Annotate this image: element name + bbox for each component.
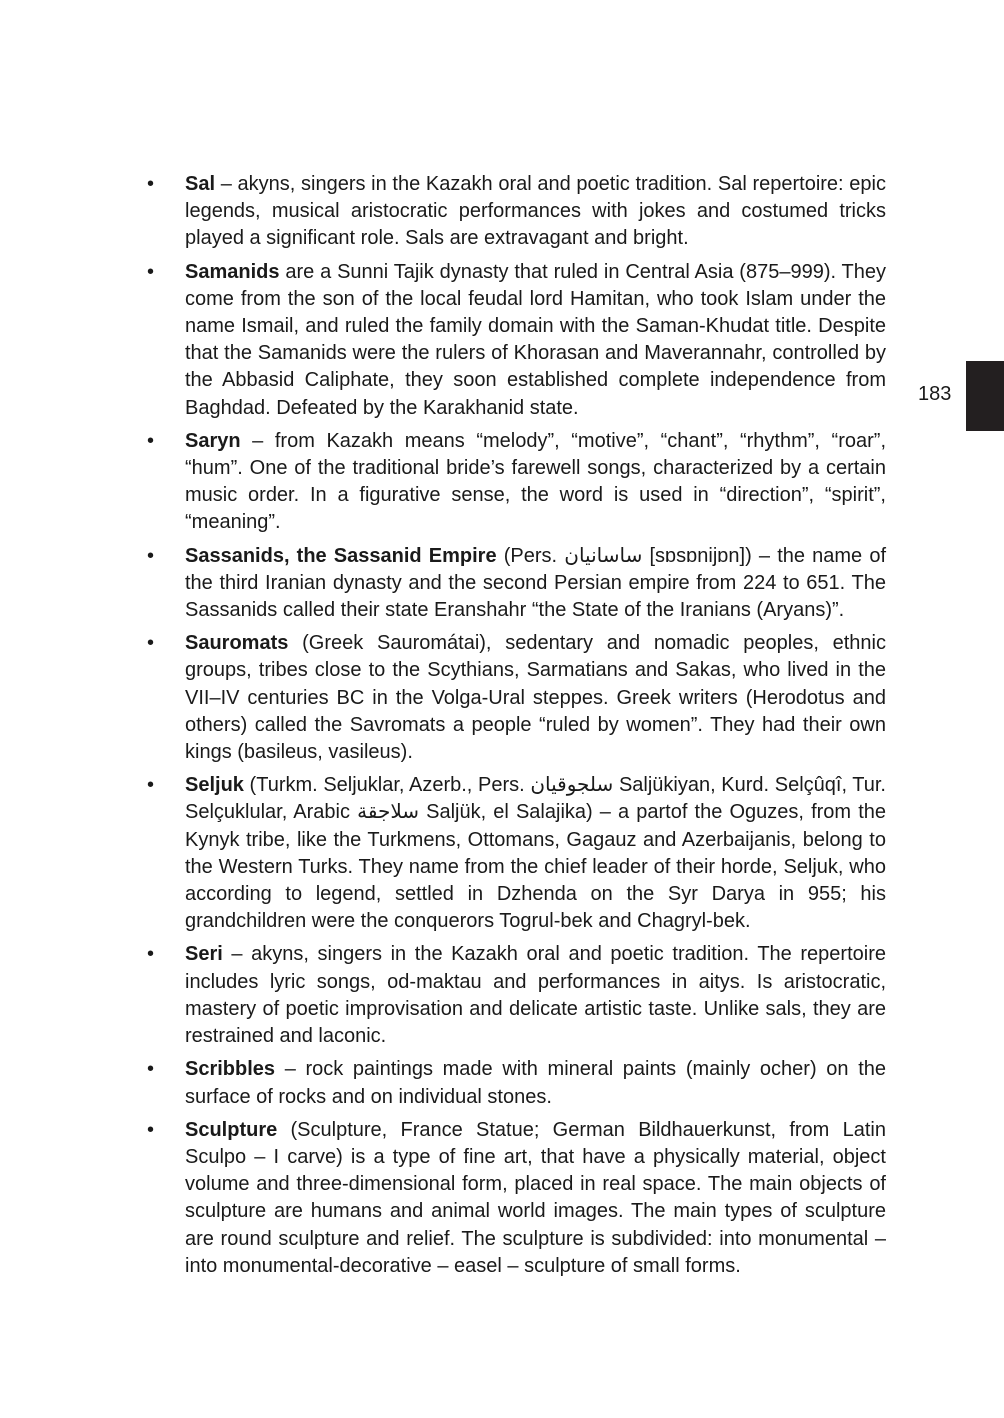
page-number: 183	[918, 383, 952, 405]
entry-text: – rock paintings made with mineral paints (mainly ocher) on the surface of rocks and on individual stones.	[185, 1058, 886, 1108]
entry-text: (Turkm. Seljuklar, Azerb., Pers. سلجوقیان Saljükiyan, Kurd. Selçûqî, Tur. Selçuklular, Arabic سلاجقة‎ Saljük, el Salajika) – a partof the Oguzes, from the Kynyk tribe, like the Turkmens, Ottomans, Gagauz and Azerbaijanis, belong to the Western Turks. They name from the chief leader of their horde, Seljuk, who according to legend, settled in Dzhenda on the Syr Darya in 955; his grandchildren were the conquerors Togrul-bek and Chagryl-bek.	[185, 774, 886, 933]
entry-term: Seljuk	[185, 774, 244, 797]
entry-term: Seri	[185, 943, 223, 966]
bullet-icon: •	[147, 260, 155, 283]
entry-text: – akyns, singers in the Kazakh oral and poetic tradition. Sal repertoire: epic legends, musical aristocratic performances with jokes and costumed tricks played a significant role. Sals are extravagant and bright.	[185, 173, 886, 250]
entry-term: Scribbles	[185, 1058, 276, 1081]
entry-term: Sal	[185, 173, 216, 195]
bullet-icon: •	[147, 429, 155, 452]
entry-term: Sassanids, the Sassanid Empire	[185, 544, 497, 567]
bullet-icon: •	[147, 943, 155, 966]
bullet-icon: •	[147, 173, 155, 195]
entry-text: (Sculpture, France Statue; German Bildhauerkunst, from Latin Sculpo – I carve) is a type of fine art, that have a physically material, object volume and three-dimensional form, placed in real space. The main objects of sculpture are humans and animal world images. The main types of sculpture are round sculpture and relief. The sculpture is subdivided: into monumental – into monumental-decorative – easel – sculpture of small forms.	[185, 1118, 886, 1277]
glossary-entry	[140, 941, 886, 1050]
glossary-entry	[140, 1117, 886, 1280]
glossary-entry	[140, 428, 886, 537]
glossary-entry	[140, 171, 886, 253]
glossary-entry	[140, 1056, 886, 1110]
glossary-entry	[140, 259, 886, 422]
bullet-icon: •	[147, 632, 155, 655]
entry-text: (Pers. ساسانیان [sɒsɒnijɒn]) – the name of the third Iranian dynasty and the second Persian empire from 224 to 651. The Sassanids called their state Eranshahr “the State of the Iranians (Aryans)”.	[185, 544, 887, 622]
entry-text: are a Sunni Tajik dynasty that ruled in Central Asia (875–999). They come from the son of the local feudal lord Hamitan, who took Islam under the name Ismail, and ruled the family domain with the Saman-Khudat title. Despite that the Samanids were the rulers of Khorasan and Maverannahr, controlled by the Abbasid Caliphate, they soon established complete independence from Baghdad. Defeated by the Karakhanid state.	[185, 260, 886, 419]
entry-term: Sauromats	[185, 632, 289, 655]
entry-text: – from Kazakh means “melody”, “motive”, “chant”, “rhythm”, “roar”, “hum”. One of the traditional bride’s farewell songs, characterized by a certain music order. In a figurative sense, the word is used in “direction”, “spirit”, “meaning”.	[185, 429, 886, 534]
bullet-icon: •	[147, 774, 155, 797]
entry-term: Saryn	[185, 429, 241, 452]
glossary-list	[140, 171, 886, 1286]
entry-text: – akyns, singers in the Kazakh oral and poetic tradition. The repertoire includes lyric songs, od-maktau and performances in aitys. Is aristocratic, mastery of poetic improvisation and delicate artistic taste. Unlike sals, they are restrained and laconic.	[185, 943, 886, 1048]
entry-text: (Greek Sauromátai), sedentary and nomadic peoples, ethnic groups, tribes close to the Scythians, Sarmatians and Sakas, who lived in the VII–IV centuries BC in the Volga-Ural steppes. Greek writers (Herodotus and others) called the Savromats a people “ruled by women”. They had their own kings (basileus, vasileus).	[185, 632, 886, 764]
chapter-thumb-tab	[966, 361, 1004, 431]
glossary-entry	[140, 630, 886, 766]
bullet-icon: •	[147, 1118, 155, 1141]
glossary-entry	[140, 543, 886, 625]
glossary-entry	[140, 772, 886, 935]
bullet-icon: •	[147, 1058, 155, 1081]
entry-term: Samanids	[185, 260, 280, 283]
entry-term: Sculpture	[185, 1118, 278, 1141]
bullet-icon: •	[147, 544, 155, 567]
